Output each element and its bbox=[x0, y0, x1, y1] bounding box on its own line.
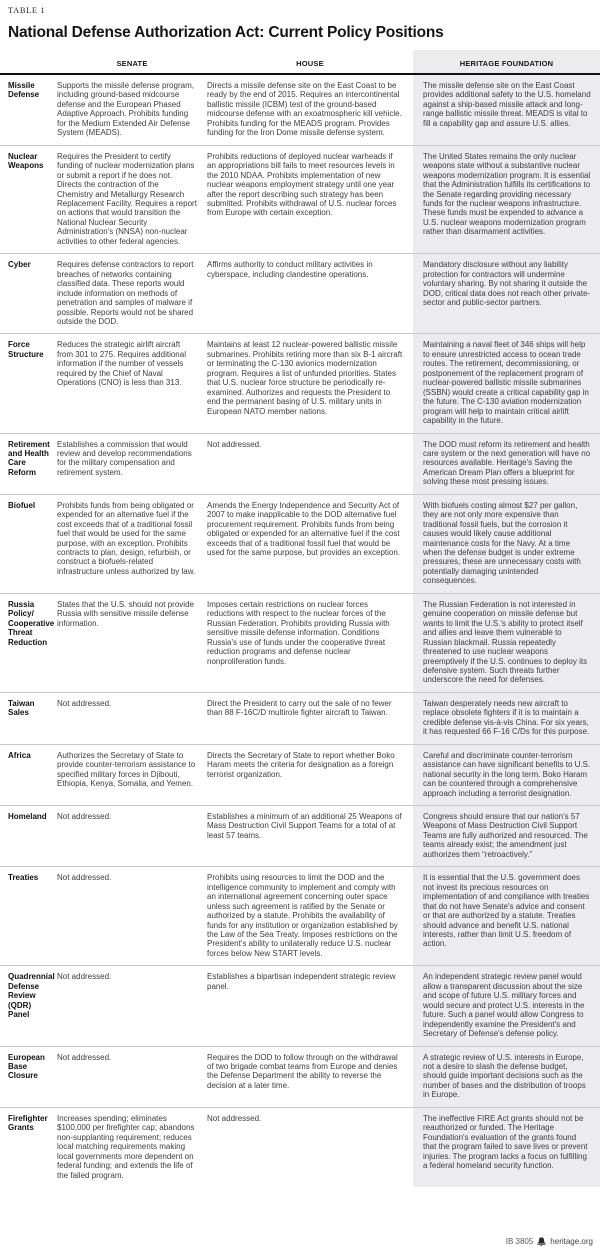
row-topic-label: Force Structure bbox=[8, 340, 44, 359]
heritage-position-cell: The DOD must reform its retirement and health care system or the next generation will have no resources available. Heritage's Saving the American Dream Plan offers a blueprint for solving these most pressing issues. bbox=[413, 434, 600, 494]
senate-position-cell: Not addressed. bbox=[57, 698, 112, 708]
house-position-cell: Maintains at least 12 nuclear-powered ballistic missile submarines. Prohibits retiring more than six B-1 aircraft or terminating the C-130 avionics modernization program. Requires a list of unfunded priorities. States that U.S. nuclear force structure be periodically re-examined. Authorizes and requests the President to end the permanent basing of U.S. military units in European NATO member nations. bbox=[207, 340, 403, 416]
row-topic-label: Missile Defense bbox=[8, 81, 40, 100]
house-position-cell: Amends the Energy Independence and Security Act of 2007 to make inapplicable to the DOD alternative fuel procurement requirement. Prohibits funds from being obligated or expended for an alternative fuel if the cost exceeds that of a traditional fossil fuel that would be used for the same purpose, but provides an exception. bbox=[207, 500, 401, 558]
senate-position-cell: Increases spending; eliminates $100,000 per firefighter cap; abandons non-supplanting requirement; reduces local matching requirements making local governments more dependent on federal funding; and extends the life of the failed program. bbox=[57, 1113, 195, 1180]
row-topic-label: Africa bbox=[8, 750, 31, 760]
house-position-cell: Requires the DOD to follow through on the withdrawal of two brigade combat teams from Europe and denies the Defense Department the ability to reverse the decision at a later time. bbox=[207, 1052, 398, 1090]
table-row bbox=[0, 867, 600, 966]
column-header-heritage: HERITAGE FOUNDATION bbox=[413, 50, 600, 73]
table-row bbox=[0, 594, 600, 693]
heritage-position-cell: With biofuels costing almost $27 per gallon, they are not only more expensive than traditional fossil fuels, but the corrosion it causes would likely cause additional maintenance costs for the Navy. At a time when the defense budget is under extreme pressures, these are unnecessary costs with potentially damaging unintended consequences. bbox=[413, 495, 600, 593]
site-url: heritage.org bbox=[550, 1237, 593, 1246]
column-header-senate: SENATE bbox=[116, 59, 148, 68]
row-topic-label: Biofuel bbox=[8, 500, 36, 510]
table-row bbox=[0, 966, 600, 1046]
senate-position-cell: Authorizes the Secretary of State to provide counter-terrorism assistance to specified military forces in Djibouti, Ethiopia, Kenya, Somalia, and Yemen. bbox=[57, 750, 196, 789]
house-position-cell: Establishes a minimum of an additional 25 Weapons of Mass Destruction Civil Support Teams for a total of at least 57 teams. bbox=[207, 812, 402, 840]
heritage-bell-icon bbox=[537, 1237, 546, 1246]
heritage-position-cell: An independent strategic review panel would allow a transparent discussion about the size and scope of future U.S. military forces and would secure and protect U.S. interests in the future. Such a panel would allow Congress to independently examine the President's and Secretary of Defense's defense policy. bbox=[413, 966, 600, 1045]
senate-position-cell: Not addressed. bbox=[57, 1052, 112, 1062]
table-row bbox=[0, 693, 600, 745]
heritage-position-cell: The missile defense site on the East Coast provides additional safety to the U.S. homeland against a ship-based missile attack and long-range ballistic missile threat. MEADS is vital to fill a capability gap and assure U.S. allies. bbox=[413, 75, 600, 145]
heritage-position-cell: Congress should ensure that our nation's 57 Weapons of Mass Destruction Civil Support Teams are fully authorized and resourced. The teams already exist; the amendment just authorizes them “retroactively.” bbox=[413, 806, 600, 866]
column-header-house: HOUSE bbox=[296, 59, 324, 68]
senate-position-cell: Requires defense contractors to report breaches of networks containing classified data. These reports would include information on methods of penetration and samples of malware if possible. Reports would not be shared outside the DOD. bbox=[57, 260, 194, 326]
table-row bbox=[0, 146, 600, 255]
table-row bbox=[0, 495, 600, 594]
senate-position-cell: Reduces the strategic airlift aircraft from 301 to 275. Requires additional information if the number of vessels required by the Chief of Naval Operations (CNO) is less than 313. bbox=[57, 340, 186, 388]
heritage-position-cell: Careful and discriminate counter-terrorism assistance can have significant benefits to U.S. national security in the long term. Boko Haram can be countered through a comprehensive approach including a terrorist designation. bbox=[413, 745, 600, 805]
page-title: National Defense Authorization Act: Current Policy Positions bbox=[8, 24, 444, 41]
house-position-cell: Directs a missile defense site on the East Coast to be ready by the end of 2015. Requires an intercontinental ballistic missile (ICBM) test of the ground-based midcourse defense with an exoatmospheric kill vehicle. Prohibits funding for the MEADS program. Provides funding for the Iron Dome missile defense system. bbox=[207, 81, 402, 138]
row-topic-label: Taiwan Sales bbox=[8, 698, 35, 718]
row-topic-label: Treaties bbox=[8, 873, 39, 883]
heritage-position-cell: The United States remains the only nuclear weapons state without a substantive nuclear weapons modernization program. It is essential that the Administration fulfills its certifications to the Senate regarding providing necessary funds for the nuclear weapons infrastructure. These funds must be expended to advance a U.S. nuclear weapons modernization program rather than disarmament activities. bbox=[413, 146, 600, 254]
senate-position-cell: States that the U.S. should not provide Russia with sensitive missile defense information. bbox=[57, 599, 194, 628]
doc-id: IB 3805 bbox=[505, 1237, 534, 1246]
heritage-position-cell: The ineffective FIRE Act grants should not be reauthorized or funded. The Heritage Foundation's evaluation of the grants found that the program failed to save lives or prevent injuries. The program lacks a focus on fulfilling a federal homeland security function. bbox=[413, 1108, 600, 1187]
house-position-cell: Prohibits using resources to limit the DOD and the intelligence community to implement and comply with an international agreement concerning outer space unless such agreement is ratified by the Senate or authorized by a statute. Prohibits the availability of funds for any institution or organization established by the Law of the Sea Treaty. Imposes restrictions on the President's ability to unilaterally reduce U.S. nuclear forces below New START levels. bbox=[207, 873, 398, 958]
senate-position-cell: Not addressed. bbox=[57, 972, 112, 982]
house-position-cell: Establishes a bipartisan independent strategic review panel. bbox=[207, 972, 396, 991]
row-topic-label: Nuclear Weapons bbox=[8, 151, 44, 171]
table-number-label: TABLE 1 bbox=[8, 5, 46, 15]
table-row bbox=[0, 1047, 600, 1108]
row-topic-label: Quadrennial Defense Review (QDR) Panel bbox=[8, 972, 55, 1020]
table-row bbox=[0, 334, 600, 433]
row-topic-label: Russia Policy/ Cooperative Threat Reduction bbox=[8, 599, 55, 647]
house-position-cell: Imposes certain restrictions on nuclear forces reductions with respect to the nuclear forces of the Russian Federation. Prohibits providing Russia with sensitive missile defense information. Conditions Russia's use of funds under the cooperative threat reduction programs and defense nuclear nonproliferation funds. bbox=[207, 599, 390, 666]
house-position-cell: Not addressed. bbox=[207, 1113, 262, 1123]
table-header-row bbox=[0, 50, 600, 75]
senate-position-cell: Prohibits funds from being obligated or expended for an alternative fuel if the cost exceeds that of a traditional fossil fuel that would be used for the same purpose, with an exception. Prohibits contracts to plan, design, refurbish, or construct a biofuels-related infrastructure unless authorized by law. bbox=[57, 500, 196, 576]
row-topic-label: European Base Closure bbox=[8, 1052, 45, 1081]
row-topic-label: Cyber bbox=[8, 260, 31, 270]
senate-position-cell: Establishes a commission that would review and develop recommendations for the military compensation and retirement system. bbox=[57, 439, 192, 477]
house-position-cell: Directs the Secretary of State to report whether Boko Haram meets the criteria for designation as a foreign terrorist organization. bbox=[207, 750, 395, 779]
house-position-cell: Not addressed. bbox=[207, 439, 262, 449]
policy-positions-table bbox=[0, 50, 600, 1187]
senate-position-cell: Not addressed. bbox=[57, 812, 112, 821]
table-body bbox=[0, 75, 600, 1187]
house-position-cell: Prohibits reductions of deployed nuclear warheads if an appropriations bill fails to meet resources levels in the 2010 NDAA. Prohibits implementation of new nuclear weapons employment strategy until one year after the report describing such strategy has been submitted. Prohibits withdrawal of U.S. nuclear forces from Europe with certain exception. bbox=[207, 151, 397, 218]
table-row bbox=[0, 745, 600, 806]
column-header-spacer bbox=[0, 50, 57, 73]
row-topic-label: Firefighter Grants bbox=[8, 1113, 48, 1133]
heritage-position-cell: The Russian Federation is not interested in genuine cooperation on missile defense but wants to limit the U.S.'s ability to protect itself and allies and leave them vulnerable to Russian blackmail. Russia repeatedly threatened to use nuclear weapons preemptively if the U.S. continues to deploy its defensive system. Such threats further underscore the need for defenses. bbox=[413, 594, 600, 692]
document-header bbox=[0, 0, 600, 42]
senate-position-cell: Supports the missile defense program, including ground-based midcourse defense and the European Phased Adaptive Approach. Prohibits funding for the Medium Extended Air Defense System (MEADS). bbox=[57, 81, 194, 138]
table-row bbox=[0, 75, 600, 146]
table-row bbox=[0, 806, 600, 867]
house-position-cell: Affirms authority to conduct military activities in cyberspace, including clandestine operations. bbox=[207, 260, 373, 279]
heritage-position-cell: Mandatory disclosure without any liability protection for contractors will undermine voluntary sharing. By not sharing it outside the DOD, critical data does not reach other private-sector and public-sector partners. bbox=[413, 254, 600, 333]
table-row bbox=[0, 434, 600, 495]
heritage-position-cell: Maintaining a naval fleet of 346 ships will help to ensure unrestricted access to ocean trade routes. The retirement, decommissioning, or postponement of the replacement program of nuclear-powered ballistic missile submarines (SSBN) would create a critical capability gap in the future. The C-130 aviation modernization program will help to maintain critical airlift capability in the future. bbox=[413, 334, 600, 432]
page-footer bbox=[506, 1237, 593, 1246]
table-row bbox=[0, 254, 600, 334]
heritage-position-cell: A strategic review of U.S. interests in Europe, not a desire to slash the defense budget, should guide important decisions such as the number of bases and the distribution of troops in Europe. bbox=[413, 1047, 600, 1107]
heritage-position-cell: Taiwan desperately needs new aircraft to replace obsolete fighters if it is to maintain a credible defense vis-à-vis China. For six years, it has requested 66 F-16 C/Ds for this purpose. bbox=[413, 693, 600, 744]
heritage-position-cell: It is essential that the U.S. government does not invest its precious resources on implementation of and compliance with treaties that do not have Senate's advice and consent or that are authorized by a statute. Treaties should advance and benefit U.S. national interests, rather than limit U.S. freedom of action. bbox=[413, 867, 600, 965]
senate-position-cell: Requires the President to certify funding of nuclear modernization plans or submit a report if he does not. Directs the contraction of the Chemistry and Metallurgy Research Replacement Facility. Requires a report on actions that would transition the National Nuclear Security Administration's (NNSA) non-nuclear activities to other federal agencies. bbox=[57, 151, 197, 246]
row-topic-label: Retirement and Health Care Reform bbox=[8, 439, 50, 477]
row-topic-label: Homeland bbox=[8, 812, 47, 821]
house-position-cell: Direct the President to carry out the sale of no fewer than 88 F-16C/D multirole fighter aircraft to Taiwan. bbox=[207, 698, 392, 718]
senate-position-cell: Not addressed. bbox=[57, 873, 112, 883]
table-row bbox=[0, 1108, 600, 1187]
